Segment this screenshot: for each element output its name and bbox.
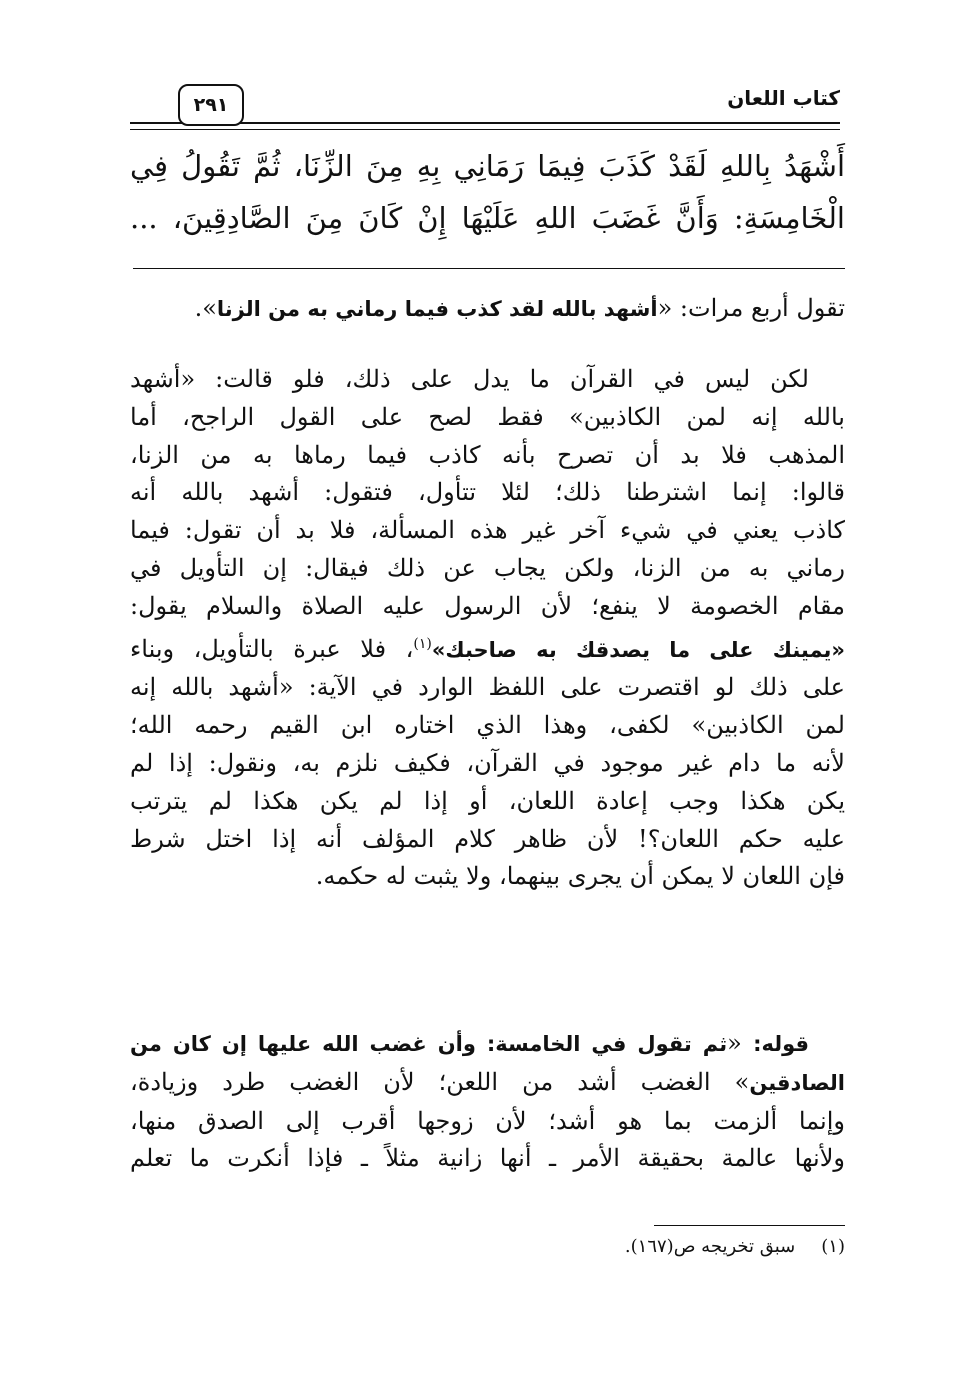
paragraph-line: يكن هكذا وجب إعادة اللعان، أو إذا لم يكن هكذا لم يترتب [130, 786, 845, 815]
verse-line-1: أَشْهَدُ بِاللهِ لَقَدْ كَذَبَ فِيمَا رَمَانِي بِهِ مِنَ الزِّنَا، ثُمَّ تَقُولُ فِي [130, 149, 845, 183]
paragraph-2 [130, 361, 845, 896]
verse-line-2: الْخَامِسَةِ: وَأَنَّ غَضَبَ اللهِ عَلَيْهَا إِنْ كَانَ مِنَ الصَّادِقِينَ، ... [130, 201, 845, 235]
footnote-reference[interactable]: (١) [413, 635, 432, 652]
paragraph-line: المذهب فلا بد أن تصرح بأنه كاذب فيما رماها به من الزنا، [130, 440, 845, 469]
bold-quote: ثم تقول في الخامسة: وأن غضب الله عليها إن كان من [130, 1032, 728, 1056]
text-run: « [727, 1029, 754, 1057]
bold-hadith: «يمينك على ما يصدقك به صاحبك» [431, 637, 845, 662]
footnote-divider [654, 1225, 845, 1226]
paragraph-line [130, 626, 845, 670]
paragraph-1 [130, 290, 845, 329]
header-rule-left [130, 122, 178, 130]
footnote [625, 1236, 845, 1257]
paragraph-line [130, 1025, 845, 1064]
paragraph-line: لكن ليس في القرآن ما يدل على ذلك، فلو قالت: «أشهد [130, 365, 809, 393]
commentary-label: قوله: [753, 1032, 809, 1056]
paragraph-line: مقام الخصومة لا ينفع؛ لأن الرسول عليه الصلاة والسلام يقول: [130, 591, 845, 620]
bold-quote: الصادقين [749, 1070, 845, 1095]
paragraph-line [130, 1064, 845, 1103]
paragraph-line: رماني به من الزنا، ولكن يجاب عن ذلك فيقال: إن التأويل في [130, 553, 845, 582]
verse-divider [133, 268, 845, 269]
paragraph-line: ولأنها عالمة بحقيقة الأمر ـ أنها زانية مثلاً ـ فإذا أنكرت ما تعلم [130, 1144, 845, 1173]
footnote-text: سبق تخريجه ص(١٦٧). [624, 1236, 796, 1257]
paragraph-line: بالله إنه لمن الكاذبين» فقط لصح على القول الراجح، أما [130, 402, 845, 431]
verse-block [130, 140, 845, 244]
paragraph-line [130, 290, 845, 329]
paragraph-3 [130, 1025, 845, 1178]
paragraph-line: على ذلك لو اقتصرت على اللفظ الوارد في الآية: «أشهد بالله إنه [130, 673, 845, 702]
paragraph-line: لمن الكاذبين» لكفى، وهذا الذي اختاره ابن القيم رحمه الله؛ [130, 711, 845, 740]
text-run: تقول أربع مرات: « [657, 294, 845, 322]
paragraph-line: وإنما ألزمت بما هو أشد؛ لأن زوجها أقرب إلى الصدق منها، [130, 1106, 845, 1135]
book-title: كتاب اللعان [727, 86, 840, 110]
paragraph-line: فإن اللعان لا يمكن أن يجرى بينهما، ولا يثبت له حكمه. [315, 862, 845, 891]
text-run: ، فلا عبرة بالتأويل، وبناء [130, 634, 414, 663]
paragraph-line: عليه حكم اللعان؟! لأن ظاهر كلام المؤلف أنه إذا اختل شرط [130, 824, 845, 853]
paragraph-line: كاذب يعني في شيء آخر غير هذه المسألة، فلا بد أن تقول: فيما [130, 516, 845, 545]
paragraph-line: لأنه ما دام غير موجود في القرآن، فكيف نلزم به، ونقول: إذا لم [130, 748, 845, 777]
paragraph-line: قالوا: إنما اشترطنا ذلك؛ لئلا تتأول، فتقول: أشهد بالله أنه [130, 478, 845, 507]
footnote-number: (١) [821, 1236, 845, 1257]
running-header [130, 82, 840, 132]
page-number: ٢٩١ [178, 84, 244, 126]
bold-quote: أشهد بالله لقد كذب فيما رماني به من الزنا [216, 297, 658, 321]
text-run: » الغضب أشد من اللعن؛ لأن الغضب طرد وزيادة، [130, 1067, 750, 1096]
text-run: ». [194, 294, 217, 322]
